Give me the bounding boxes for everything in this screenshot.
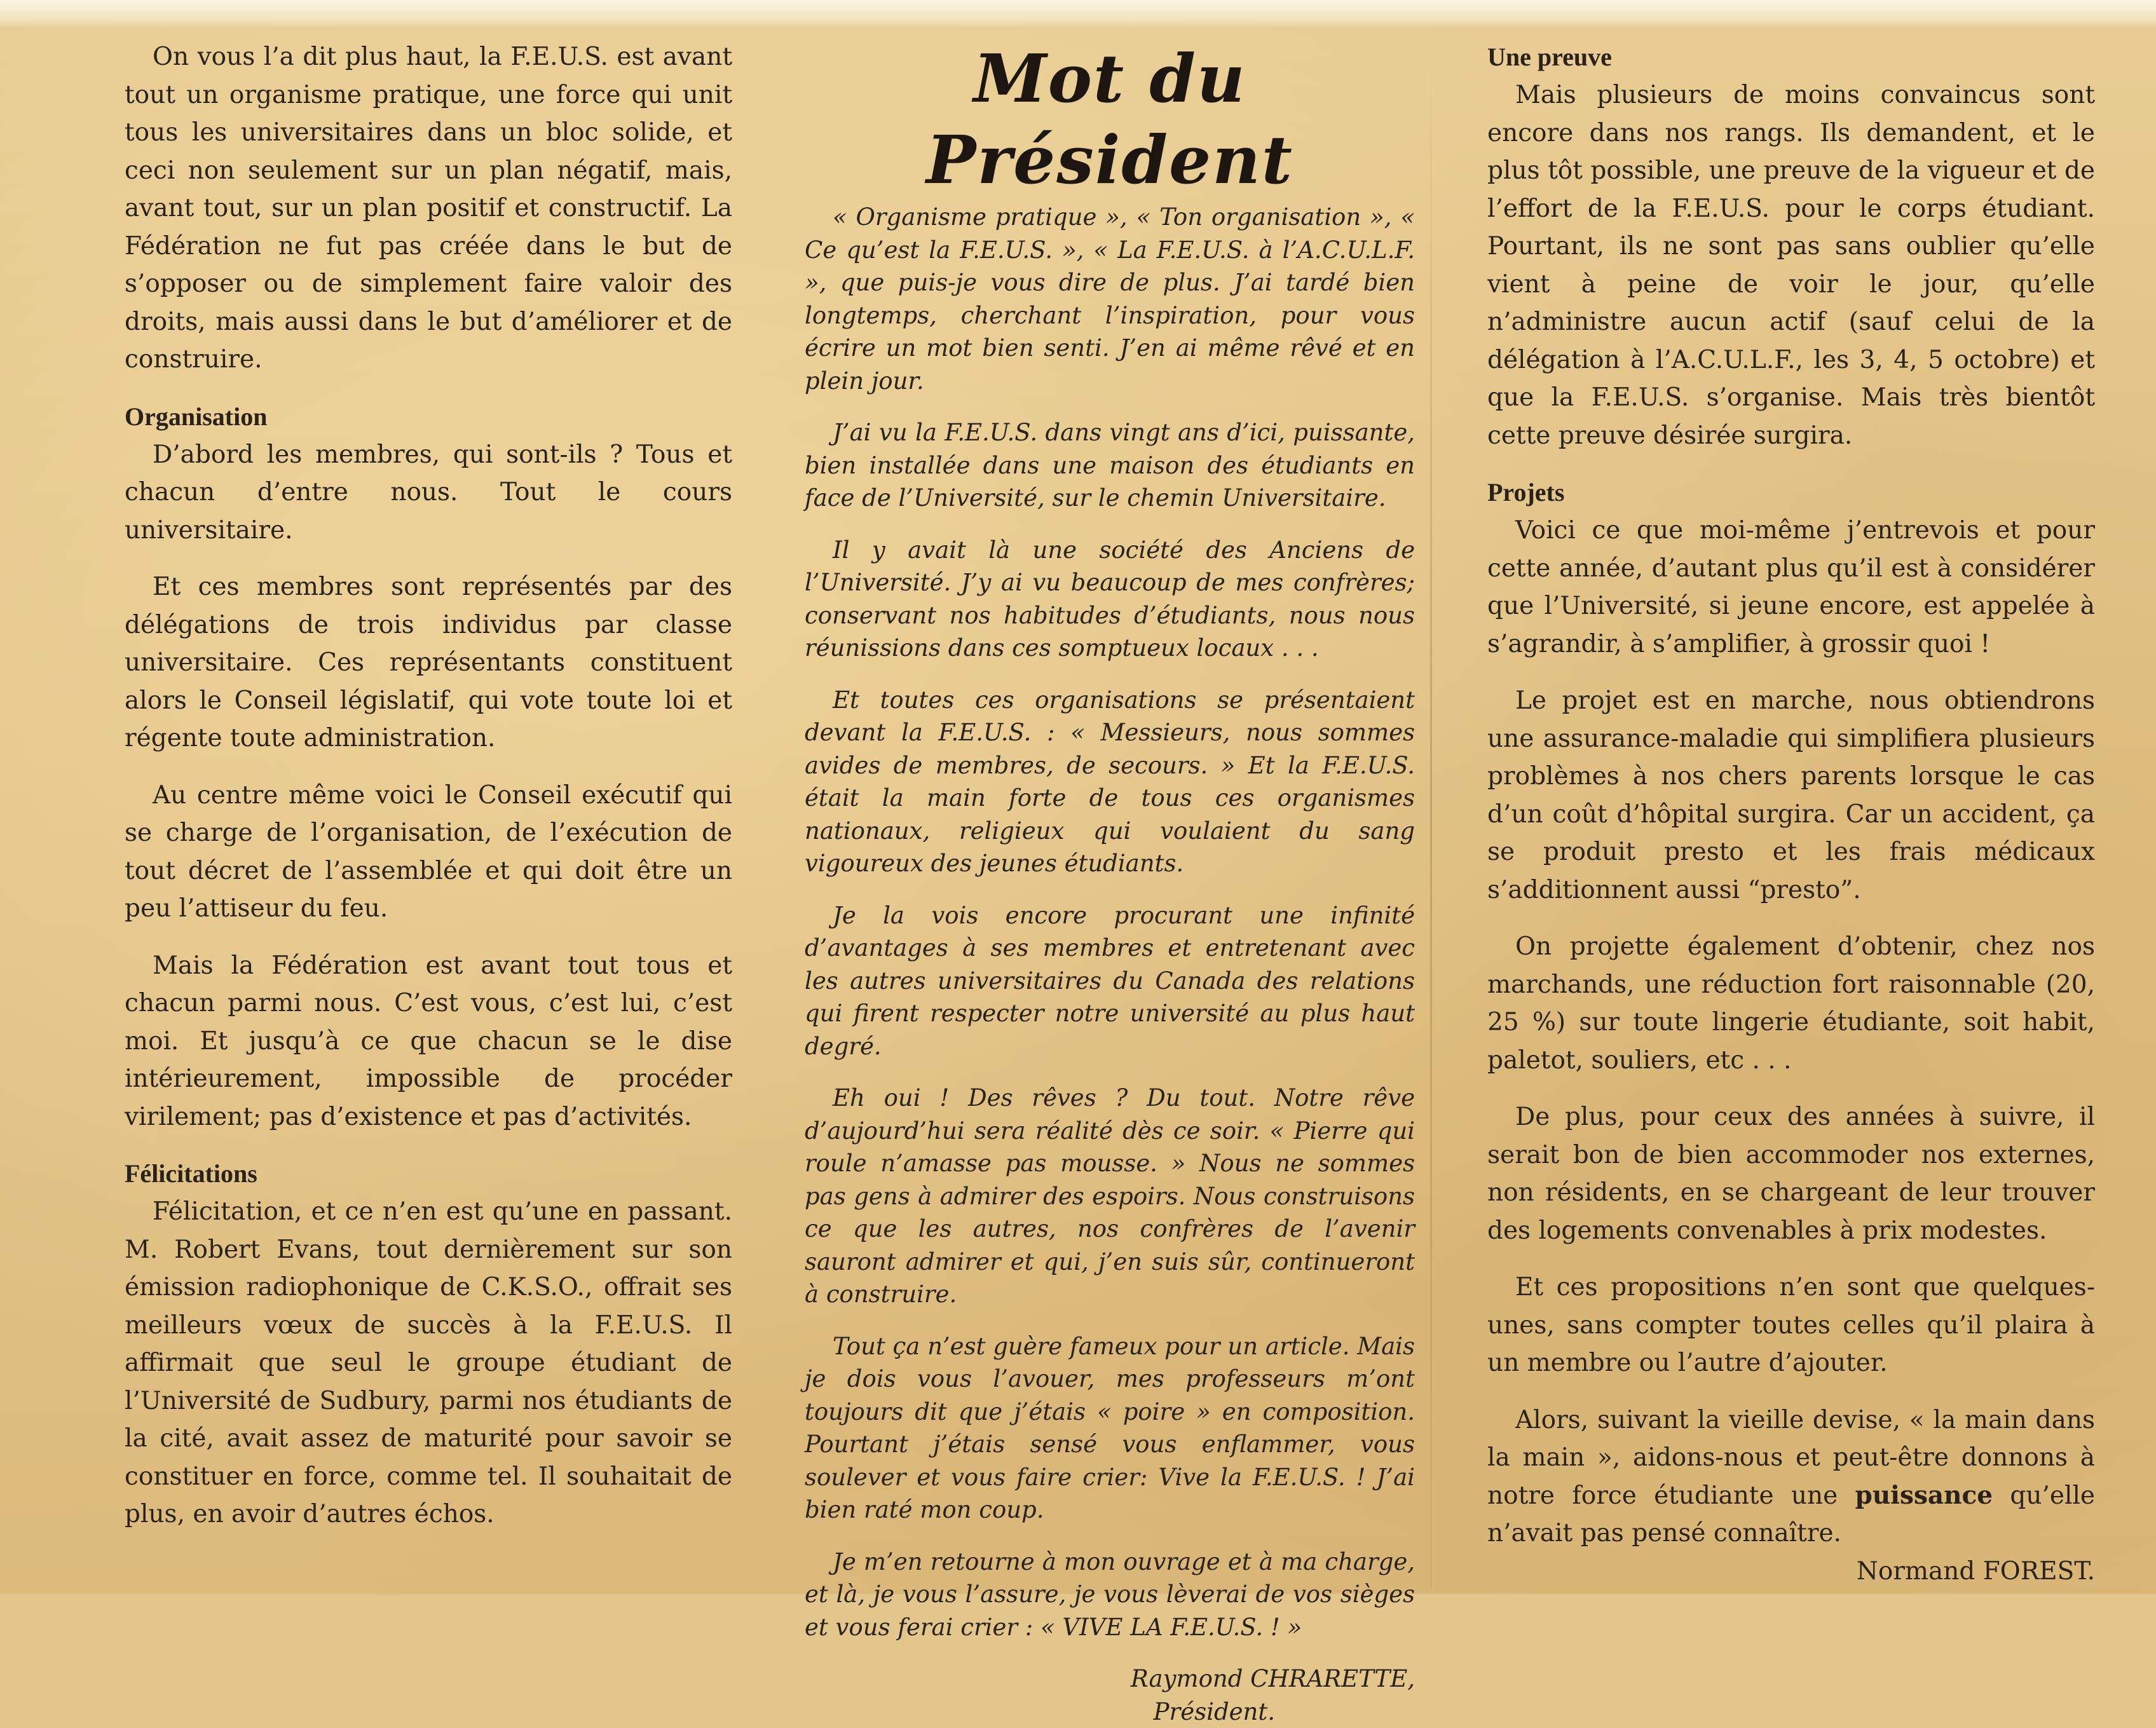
paper-fold-line (1430, 25, 1432, 1589)
right-paragraph-projets-1: Voici ce que moi-même j’entrevois et pour cette année, d’autant plus qu’il est à considérer que l’Université, si jeune encore, est appelée à s’agrandir, à s’amplifier, à grossir quoi ! (1487, 512, 2095, 663)
right-paragraph-preuve: Mais plusieurs de moins convaincus sont encore dans nos rangs. Ils demandent, et le plus tôt possible, une preuve de la vigueur et de l’effort de la F.E.U.S. pour le corps étudiant. Pourtant, ils ne sont pas sans oublier qu’elle vient à peine de voir le jour, qu’elle n’administre aucun actif (sauf celui de la délégation à l’A.C.U.L.F., les 3, 4, 5 octobre) et que la F.E.U.S. s’organise. Mais très bientôt cette preuve désirée surgira. (1487, 76, 2095, 454)
right-paragraph-devise (1487, 1401, 2095, 1553)
president-signature-name: Raymond CHRARETTE, (805, 1663, 1415, 1696)
spacer (805, 1063, 1415, 1082)
mid-paragraph-3: Il y avait là une société des Anciens de l’Université. J’y ai vu beaucoup de mes confrères; conservant nos habitudes d’étudiants, nous nous réunissions dans ces somptueux locaux . . . (805, 534, 1415, 665)
spacer (125, 928, 732, 947)
devise-text-start: Alors, suivant la vieille devise, « la main dans la main », aidons-nous et peut-être donnons à notre force étudiante une (1487, 1406, 2095, 1510)
mid-paragraph-6: Eh oui ! Des rêves ? Du tout. Notre rêve d’aujourd’hui sera réalité dès ce soir. « Pierre qui roule n’amasse pas mousse. » Nous ne sommes pas gens à admirer des espoirs. Nous construisons ce que les autres, nos confrères de l’avenir sauront admirer et qui, j’en suis sûr, continueront à construire. (805, 1082, 1415, 1311)
spacer (805, 397, 1415, 416)
mid-paragraph-8: Je m’en retourne à mon ouvrage et à ma charge, et là, je vous l’assure, je vous lèverai de vos sièges et vous ferai crier : « VIVE LA F.E.U.S. ! » (805, 1546, 1415, 1644)
article-title: Mot du Président (805, 38, 1415, 201)
spacer (805, 665, 1415, 684)
spacer (1487, 909, 2095, 928)
devise-emphasis: puissance (1855, 1481, 1993, 1510)
heading-felicitations: Félicitations (125, 1155, 732, 1193)
left-paragraph-evans: Félicitation, et ce n’en est qu’une en passant. M. Robert Evans, tout dernièrement sur son émission radiophonique de C.K.S.O., offrait ses meilleurs vœux de succès à la F.E.U.S. Il affirmait que seul le groupe étudiant de l’Université de Sudbury, parmi nos étudiants de la cité, avait assez de maturité pour savoir se constituer en force, comme tel. Il souhaitait de plus, en avoir d’autres échos. (125, 1193, 732, 1534)
left-column (125, 38, 732, 1589)
spacer (1487, 1382, 2095, 1401)
left-paragraph-federation: Mais la Fédération est avant tout tous et chacun parmi nous. C’est vous, c’est lui, c’est moi. Et jusqu’à ce que chacun se le dise intérieurement, impossible de procéder virilement; pas d’existence et pas d’activités. (125, 947, 732, 1136)
forest-signature: Normand FOREST. (1487, 1553, 2095, 1591)
right-paragraph-projets-2: Le projet est en marche, nous obtiendrons une assurance-maladie qui simplifiera plusieurs problèmes à nos chers parents lorsque le cas d’un coût d’hôpital surgira. Car un accident, ça se produit presto et les frais médicaux s’additionnent aussi “presto”. (1487, 682, 2095, 909)
spacer (805, 1311, 1415, 1330)
spacer (805, 1643, 1415, 1663)
right-paragraph-projets-3: On projette également d’obtenir, chez nos marchands, une réduction fort raisonnable (20, 25 %) sur toute lingerie étudiante, soit habit, paletot, souliers, etc . . . (1487, 928, 2095, 1079)
heading-organisation: Organisation (125, 398, 732, 436)
heading-projets: Projets (1487, 473, 2095, 512)
mid-paragraph-1: « Organisme pratique », « Ton organisation », « Ce qu’est la F.E.U.S. », « La F.E.U.S. à l’A.C.U.L.F. », que puis-je vous dire de plus. J’ai tardé bien longtemps, cherchant l’inspiration, pour vous écrire un mot bien senti. J’en ai même rêvé et en plein jour. (805, 201, 1415, 397)
middle-column (805, 38, 1415, 1589)
spacer (1487, 454, 2095, 473)
mid-paragraph-5: Je la vois encore procurant une infinité d’avantages à ses membres et entretenant avec les autres universitaires du Canada des relations qui firent respecter notre université au plus haut degré. (805, 899, 1415, 1063)
spacer (125, 549, 732, 568)
left-paragraph-delegations: Et ces membres sont représentés par des délégations de trois individus par classe universitaire. Ces représentants constituent alors le Conseil législatif, qui vote toute loi et régente toute administration. (125, 568, 732, 758)
left-paragraph-executive: Au centre même voici le Conseil exécutif qui se charge de l’organisation, de l’exécution de tout décret de l’assemblée et qui doit être un peu l’attiseur du feu. (125, 777, 732, 928)
devise-text-end: qu’elle n’avait pas pensé connaître. (1487, 1481, 2095, 1548)
right-column (1487, 38, 2095, 1589)
president-signature-role: Président. (805, 1696, 1415, 1728)
mid-paragraph-2: J’ai vu la F.E.U.S. dans vingt ans d’ici, puissante, bien installée dans une maison des étudiants en face de l’Université, sur le chemin Universitaire. (805, 416, 1415, 515)
mid-paragraph-7: Tout ça n’est guère fameux pour un article. Mais je dois vous l’avouer, mes professeurs m’ont toujours dit que j’étais « poire » en composition. Pourtant j’étais sensé vous enflammer, vous soulever et vous faire crier: Vive la F.E.U.S. ! J’ai bien raté mon coup. (805, 1330, 1415, 1527)
page-top-edge (0, 0, 2156, 28)
right-paragraph-projets-5: Et ces propositions n’en sont que quelques-unes, sans compter toutes celles qu’il plaira à un membre ou l’autre d’ajouter. (1487, 1269, 2095, 1382)
mid-paragraph-4: Et toutes ces organisations se présentaient devant la F.E.U.S. : « Messieurs, nous sommes avides de membres, de secours. » Et la F.E.U.S. était la main forte de tous ces organismes nationaux, religieux qui voulaient du sang vigoureux des jeunes étudiants. (805, 684, 1415, 880)
right-paragraph-projets-4: De plus, pour ceux des années à suivre, il serait bon de bien accommoder nos externes, non résidents, en se chargeant de leur trouver des logements convenables à prix modestes. (1487, 1098, 2095, 1249)
spacer (125, 379, 732, 398)
spacer (1487, 1079, 2095, 1098)
spacer (125, 758, 732, 777)
spacer (805, 1527, 1415, 1546)
left-paragraph-intro: On vous l’a dit plus haut, la F.E.U.S. est avant tout un organisme pratique, une force qui unit tous les universitaires dans un bloc solide, et ceci non seulement sur un plan négatif, mais, avant tout, sur un plan positif et constructif. La Fédération ne fut pas créée dans le but de s’opposer ou de simplement faire valoir des droits, mais aussi dans le but d’améliorer et de construire. (125, 38, 732, 379)
left-paragraph-members: D’abord les membres, qui sont-ils ? Tous et chacun d’entre nous. Tout le cours universitaire. (125, 436, 732, 550)
spacer (1487, 663, 2095, 682)
spacer (1487, 1249, 2095, 1269)
spacer (805, 515, 1415, 534)
spacer (805, 880, 1415, 899)
spacer (125, 1136, 732, 1155)
heading-une-preuve: Une preuve (1487, 38, 2095, 76)
